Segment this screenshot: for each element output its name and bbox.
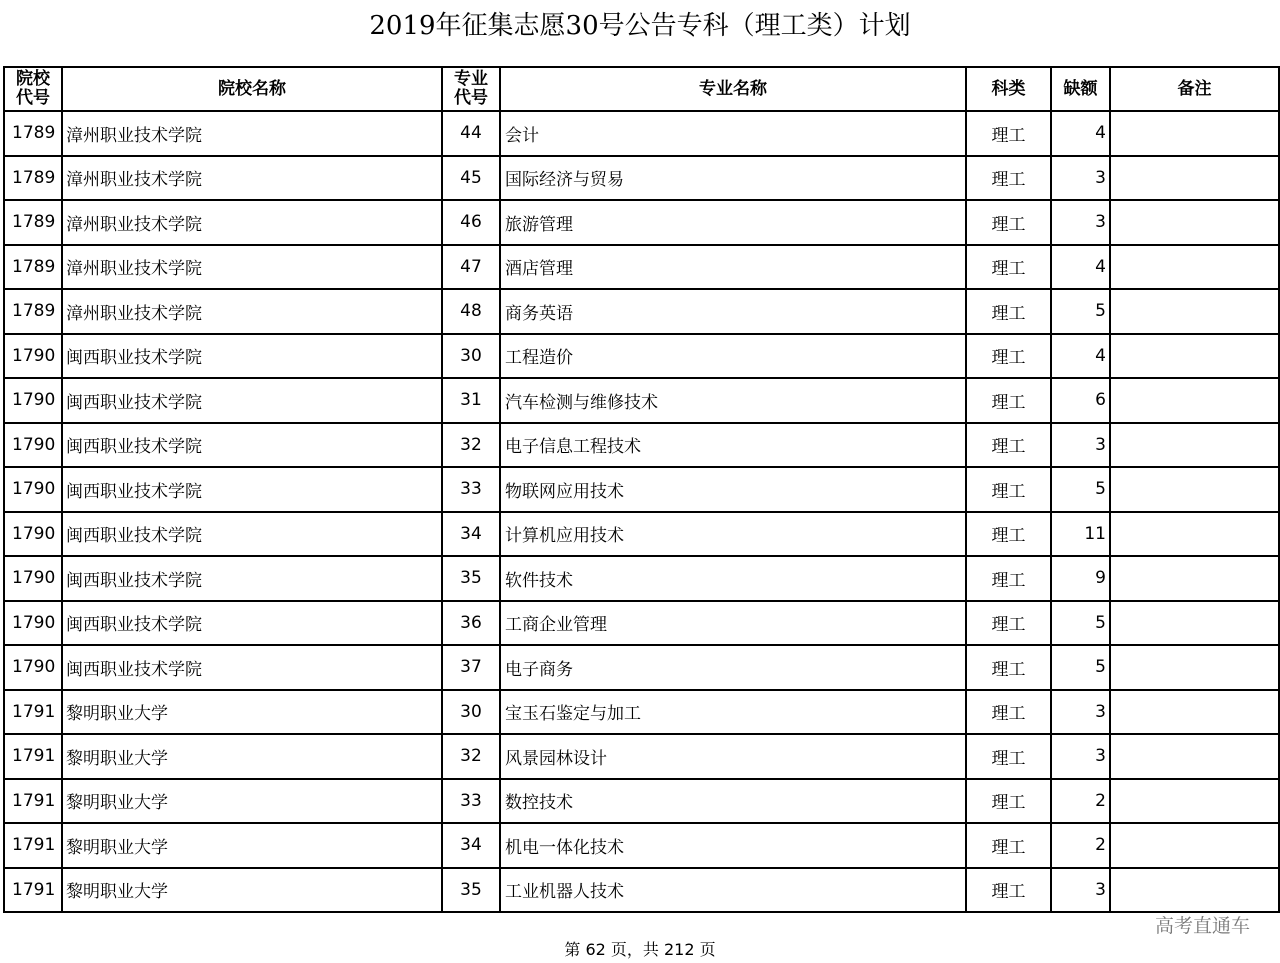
cell-school-code: 1790 (4, 556, 62, 601)
cell-category: 理工 (966, 334, 1051, 379)
cell-major-code: 44 (442, 111, 500, 156)
cell-school-code: 1790 (4, 378, 62, 423)
table-row (4, 601, 1279, 646)
cell-quota: 11 (1051, 512, 1110, 557)
cell-school-code: 1790 (4, 467, 62, 512)
cell-major-code: 35 (442, 868, 500, 913)
cell-major-code: 37 (442, 645, 500, 690)
cell-quota: 4 (1051, 245, 1110, 290)
header-major-code-line2: 代号 (454, 88, 488, 108)
cell-remark (1110, 556, 1279, 601)
table-row (4, 690, 1279, 735)
table-row (4, 556, 1279, 601)
cell-major-code: 45 (442, 156, 500, 201)
cell-category: 理工 (966, 245, 1051, 290)
table-row (4, 245, 1279, 290)
cell-remark (1110, 467, 1279, 512)
header-school-code-line2: 代号 (16, 88, 50, 108)
cell-major-name: 宝玉石鉴定与加工 (500, 690, 966, 735)
cell-category: 理工 (966, 423, 1051, 468)
cell-quota: 2 (1051, 823, 1110, 868)
table-row (4, 156, 1279, 201)
cell-major-name: 物联网应用技术 (500, 467, 966, 512)
cell-major-name: 工商企业管理 (500, 601, 966, 646)
cell-major-name: 机电一体化技术 (500, 823, 966, 868)
cell-category: 理工 (966, 645, 1051, 690)
cell-category: 理工 (966, 512, 1051, 557)
cell-quota: 3 (1051, 734, 1110, 779)
cell-school-code: 1790 (4, 423, 62, 468)
cell-school-code: 1791 (4, 823, 62, 868)
cell-school-name: 闽西职业技术学院 (62, 512, 442, 557)
cell-quota: 3 (1051, 690, 1110, 735)
cell-major-code: 32 (442, 423, 500, 468)
header-school-code-line1: 院校 (16, 69, 50, 89)
cell-remark (1110, 512, 1279, 557)
cell-school-code: 1790 (4, 512, 62, 557)
cell-quota: 3 (1051, 423, 1110, 468)
cell-remark (1110, 423, 1279, 468)
cell-major-name: 计算机应用技术 (500, 512, 966, 557)
cell-category: 理工 (966, 823, 1051, 868)
cell-quota: 3 (1051, 156, 1110, 201)
header-major-name: 专业名称 (500, 67, 966, 111)
cell-school-name: 漳州职业技术学院 (62, 245, 442, 290)
cell-major-name: 酒店管理 (500, 245, 966, 290)
cell-remark (1110, 868, 1279, 913)
page-footer: 第 62 页，共 212 页 (564, 940, 716, 959)
cell-quota: 5 (1051, 467, 1110, 512)
cell-major-code: 36 (442, 601, 500, 646)
cell-school-code: 1790 (4, 645, 62, 690)
cell-category: 理工 (966, 467, 1051, 512)
cell-major-name: 会计 (500, 111, 966, 156)
cell-school-code: 1789 (4, 156, 62, 201)
table-row (4, 823, 1279, 868)
watermark: 高考直通车 (1154, 915, 1250, 937)
cell-category: 理工 (966, 779, 1051, 824)
cell-school-name: 闽西职业技术学院 (62, 423, 442, 468)
cell-category: 理工 (966, 690, 1051, 735)
cell-major-name: 软件技术 (500, 556, 966, 601)
header-remark: 备注 (1110, 67, 1279, 111)
table-row (4, 111, 1279, 156)
cell-major-name: 数控技术 (500, 779, 966, 824)
header-major-code-line1: 专业 (454, 69, 488, 89)
cell-school-name: 黎明职业大学 (62, 779, 442, 824)
cell-school-code: 1790 (4, 334, 62, 379)
cell-major-name: 汽车检测与维修技术 (500, 378, 966, 423)
cell-category: 理工 (966, 156, 1051, 201)
header-row (4, 67, 1279, 111)
cell-remark (1110, 200, 1279, 245)
cell-category: 理工 (966, 868, 1051, 913)
cell-school-name: 漳州职业技术学院 (62, 289, 442, 334)
header-school-name: 院校名称 (62, 67, 442, 111)
cell-major-code: 48 (442, 289, 500, 334)
header-quota: 缺额 (1051, 67, 1110, 111)
cell-school-name: 黎明职业大学 (62, 734, 442, 779)
cell-remark (1110, 734, 1279, 779)
cell-major-name: 商务英语 (500, 289, 966, 334)
cell-major-code: 32 (442, 734, 500, 779)
cell-school-code: 1789 (4, 289, 62, 334)
cell-school-name: 闽西职业技术学院 (62, 556, 442, 601)
cell-category: 理工 (966, 200, 1051, 245)
cell-major-code: 47 (442, 245, 500, 290)
cell-school-code: 1791 (4, 690, 62, 735)
header-category: 科类 (966, 67, 1051, 111)
page-title: 2019年征集志愿30号公告专科（理工类）计划 (369, 11, 911, 41)
cell-quota: 3 (1051, 200, 1110, 245)
cell-major-code: 46 (442, 200, 500, 245)
cell-school-code: 1791 (4, 734, 62, 779)
cell-major-name: 电子信息工程技术 (500, 423, 966, 468)
cell-school-name: 黎明职业大学 (62, 690, 442, 735)
cell-school-name: 闽西职业技术学院 (62, 601, 442, 646)
header-school-code (4, 67, 62, 111)
cell-school-name: 漳州职业技术学院 (62, 156, 442, 201)
table-row (4, 512, 1279, 557)
cell-school-name: 闽西职业技术学院 (62, 467, 442, 512)
table-row (4, 378, 1279, 423)
cell-major-code: 31 (442, 378, 500, 423)
header-major-code (442, 67, 500, 111)
cell-school-code: 1789 (4, 245, 62, 290)
cell-school-name: 闽西职业技术学院 (62, 645, 442, 690)
cell-category: 理工 (966, 378, 1051, 423)
table-row (4, 200, 1279, 245)
cell-school-code: 1791 (4, 868, 62, 913)
cell-major-name: 风景园林设计 (500, 734, 966, 779)
cell-major-code: 33 (442, 467, 500, 512)
cell-quota: 5 (1051, 645, 1110, 690)
cell-quota: 4 (1051, 111, 1110, 156)
cell-quota: 4 (1051, 334, 1110, 379)
cell-school-name: 黎明职业大学 (62, 823, 442, 868)
cell-major-code: 35 (442, 556, 500, 601)
cell-remark (1110, 645, 1279, 690)
cell-quota: 2 (1051, 779, 1110, 824)
table-row (4, 734, 1279, 779)
cell-school-code: 1789 (4, 200, 62, 245)
cell-remark (1110, 823, 1279, 868)
cell-quota: 9 (1051, 556, 1110, 601)
cell-remark (1110, 289, 1279, 334)
cell-remark (1110, 245, 1279, 290)
cell-category: 理工 (966, 111, 1051, 156)
cell-category: 理工 (966, 556, 1051, 601)
table-row (4, 779, 1279, 824)
cell-quota: 5 (1051, 289, 1110, 334)
cell-major-code: 30 (442, 334, 500, 379)
cell-major-name: 国际经济与贸易 (500, 156, 966, 201)
cell-major-name: 工程造价 (500, 334, 966, 379)
cell-quota: 5 (1051, 601, 1110, 646)
cell-remark (1110, 779, 1279, 824)
cell-remark (1110, 378, 1279, 423)
plan-table (3, 66, 1280, 913)
table-row (4, 334, 1279, 379)
cell-category: 理工 (966, 601, 1051, 646)
cell-major-code: 34 (442, 512, 500, 557)
table-row (4, 423, 1279, 468)
cell-category: 理工 (966, 289, 1051, 334)
cell-remark (1110, 111, 1279, 156)
cell-remark (1110, 601, 1279, 646)
cell-major-code: 34 (442, 823, 500, 868)
cell-category: 理工 (966, 734, 1051, 779)
cell-school-name: 漳州职业技术学院 (62, 111, 442, 156)
cell-remark (1110, 156, 1279, 201)
cell-major-code: 30 (442, 690, 500, 735)
table-row (4, 868, 1279, 913)
plan-table-body (4, 111, 1279, 912)
cell-major-code: 33 (442, 779, 500, 824)
cell-school-name: 漳州职业技术学院 (62, 200, 442, 245)
cell-school-name: 黎明职业大学 (62, 868, 442, 913)
table-row (4, 467, 1279, 512)
cell-major-name: 电子商务 (500, 645, 966, 690)
cell-quota: 6 (1051, 378, 1110, 423)
cell-school-code: 1790 (4, 601, 62, 646)
table-row (4, 645, 1279, 690)
cell-major-name: 旅游管理 (500, 200, 966, 245)
table-row (4, 289, 1279, 334)
cell-school-code: 1789 (4, 111, 62, 156)
cell-school-name: 闽西职业技术学院 (62, 378, 442, 423)
cell-major-name: 工业机器人技术 (500, 868, 966, 913)
cell-school-code: 1791 (4, 779, 62, 824)
cell-remark (1110, 690, 1279, 735)
cell-school-name: 闽西职业技术学院 (62, 334, 442, 379)
cell-remark (1110, 334, 1279, 379)
cell-quota: 3 (1051, 868, 1110, 913)
